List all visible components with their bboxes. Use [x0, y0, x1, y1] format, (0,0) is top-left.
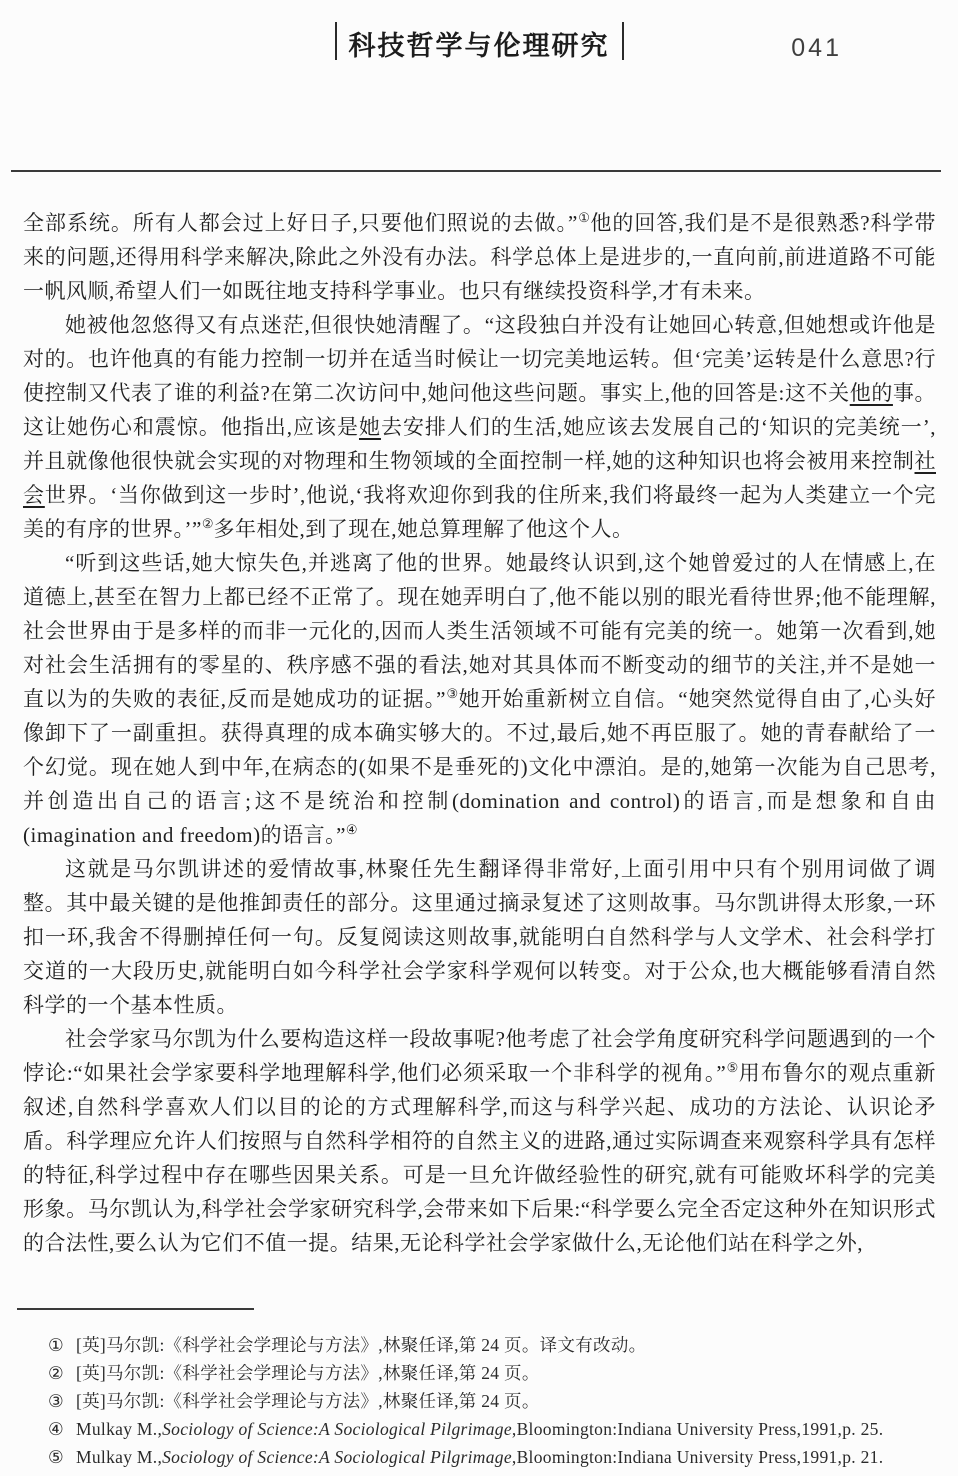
text-run: [英]马尔凯:《科学社会学理论与方法》,林聚任译,第 24 页。 [76, 1391, 540, 1411]
text-run: Sociology of Science:A Sociological Pilgrimage [162, 1419, 512, 1439]
footnote-item [48, 1359, 930, 1387]
footnote-marker: ④ [48, 1419, 64, 1439]
text-run: Mulkay M., [76, 1419, 163, 1439]
footnotes-list [48, 1331, 930, 1471]
title-right-bar [622, 22, 624, 60]
footnote-ref: ② [201, 516, 214, 531]
text-run: Mulkay M., [76, 1447, 163, 1467]
text-run: 她开始重新树立自信。“她突然觉得自由了,心头好像卸下了一副重担。获得真理的成本确实够大的。不过,最后,她不再臣服了。她的青春献给了一个幻觉。现在她人到中年,在病态的(如果不是垂死的)文化中漂泊。是的,她第一次能为自己思考,并创造出自己的语言;这不是统治和控制(domination and control)的语言,而是想象和自由(imagination and freedom)的语言。” [23, 687, 937, 847]
footnote-ref: ⑤ [726, 1060, 739, 1075]
text-run: 用布鲁尔的观点重新叙述,自然科学喜欢人们以目的论的方式理解科学,而这与科学兴起、成功的方法论、认识论矛盾。科学理应允许人们按照与自然科学相符的自然主义的进路,通过实际调查来观察科学具有怎样的特征,科学过程中存在哪些因果关系。可是一旦允许做经验性的研究,就有可能败坏科学的完美形象。马尔凯认为,科学社会学家研究科学,会带来如下后果:“科学要么完全否定这种外在知识形式的合法性,要么认为它们不值一提。结果,无论科学社会学家做什么,无论他们站在科学之外, [23, 1061, 936, 1255]
text-run: 事。这让她伤心和震惊。他指出,应该是 [23, 381, 937, 439]
footnote-marker: ① [48, 1335, 64, 1355]
footnote-ref: ④ [345, 822, 358, 837]
text-run: ,Bloomington:Indiana University Press,1991,p. 21. [511, 1447, 884, 1467]
paragraph [23, 206, 936, 308]
text-run: 他的回答,我们是不是很熟悉?科学带来的问题,还得用科学来解决,除此之外没有办法。科学总体上是进步的,一直向前,前进道路不可能一帆风顺,希望人们一如既往地支持科学事业。也只有继续投资科学,才有未来。 [23, 211, 936, 303]
footnote-text [76, 1359, 930, 1387]
footnote-text [76, 1415, 930, 1443]
footnote-ref: ③ [445, 686, 459, 701]
footnote-item [48, 1443, 930, 1471]
text-run: [英]马尔凯:《科学社会学理论与方法》,林聚任译,第 24 页。译文有改动。 [76, 1335, 647, 1355]
footnote-marker: ⑤ [48, 1447, 64, 1467]
footnote-divider [17, 1308, 254, 1310]
text-run: ,Bloomington:Indiana University Press,1991,p. 25. [511, 1419, 884, 1439]
text-run: 社会学家马尔凯为什么要构造这样一段故事呢?他考虑了社会学角度研究科学问题遇到的一个悖论:“如果社会学家要科学地理解科学,他们必须采取一个非科学的视角。” [23, 1027, 936, 1085]
footnote-ref: ① [577, 210, 591, 225]
header-divider [11, 170, 941, 172]
emphasized-text-run: 她 [358, 415, 381, 439]
footnote-marker: ③ [48, 1391, 64, 1411]
emphasized-text-run: 社会 [23, 449, 936, 507]
paragraph [23, 546, 936, 852]
title-left-bar [335, 22, 337, 60]
paragraph [23, 1022, 936, 1260]
page-number: 041 [791, 34, 842, 62]
text-run: 去安排人们的生活,她应该去发展自己的‘知识的完美统一’,并且就像他很快就会实现的对物理和生物领域的全面控制一样,她的这种知识也将会被用来控制 [23, 415, 937, 473]
footnote-text [76, 1443, 930, 1471]
text-run: 这就是马尔凯讲述的爱情故事,林聚任先生翻译得非常好,上面引用中只有个别用词做了调整。其中最关键的是他推卸责任的部分。这里通过摘录复述了这则故事。马尔凯讲得太形象,一环扣一环,我舍不得删掉任何一句。反复阅读这则故事,就能明白自然科学与人文学术、社会科学打交道的一大段历史,就能明白如今科学社会学家科学观何以转变。对于公众,也大概能够看清自然科学的一个基本性质。 [23, 857, 936, 1017]
text-run: 世界。‘当你做到这一步时’,他说,‘我将欢迎你到我的住所来,我们将最终一起为人类建立一个完美的有序的世界。’” [23, 483, 936, 541]
article-body [23, 206, 936, 1260]
footnote-marker: ② [48, 1363, 64, 1383]
footnote-item [48, 1415, 930, 1443]
paragraph [23, 308, 936, 546]
text-run: 全部系统。所有人都会过上好日子,只要他们照说的去做。” [23, 211, 578, 235]
text-run: 她被他忽悠得又有点迷茫,但很快她清醒了。“这段独白并没有让她回心转意,但她想或许他是对的。也许他真的有能力控制一切并在适当时候让一切完美地运转。但‘完美’运转是什么意思?行使控制又代表了谁的利益?在第二次访问中,她问他这些问题。事实上,他的回答是:这不关 [23, 313, 936, 405]
section-title-text: 科技哲学与伦理研究 [348, 31, 610, 61]
footnote-item [48, 1331, 930, 1359]
text-run: 多年相处,到了现在,她总算理解了他这个人。 [213, 517, 634, 541]
text-run: “听到这些话,她大惊失色,并逃离了他的世界。她最终认识到,这个她曾爱过的人在情感上,在道德上,甚至在智力上都已经不正常了。现在她弄明白了,他不能以别的眼光看待世界;他不能理解,社会世界由于是多样的而非一元化的,因而人类生活领域不可能有完美的统一。她第一次看到,她对社会生活拥有的零星的、秩序感不强的看法,她对其具体而不断变动的细节的关注,并不是她一直以为的失败的表征,反而是她成功的证据。” [23, 551, 936, 711]
text-run: [英]马尔凯:《科学社会学理论与方法》,林聚任译,第 24 页。 [76, 1363, 540, 1383]
text-run: Sociology of Science:A Sociological Pilgrimage [162, 1447, 512, 1467]
emphasized-text-run: 他的 [849, 381, 893, 405]
footnote-text [76, 1387, 930, 1415]
paragraph [23, 852, 936, 1022]
footnote-item [48, 1387, 930, 1415]
footnote-text [76, 1331, 930, 1359]
